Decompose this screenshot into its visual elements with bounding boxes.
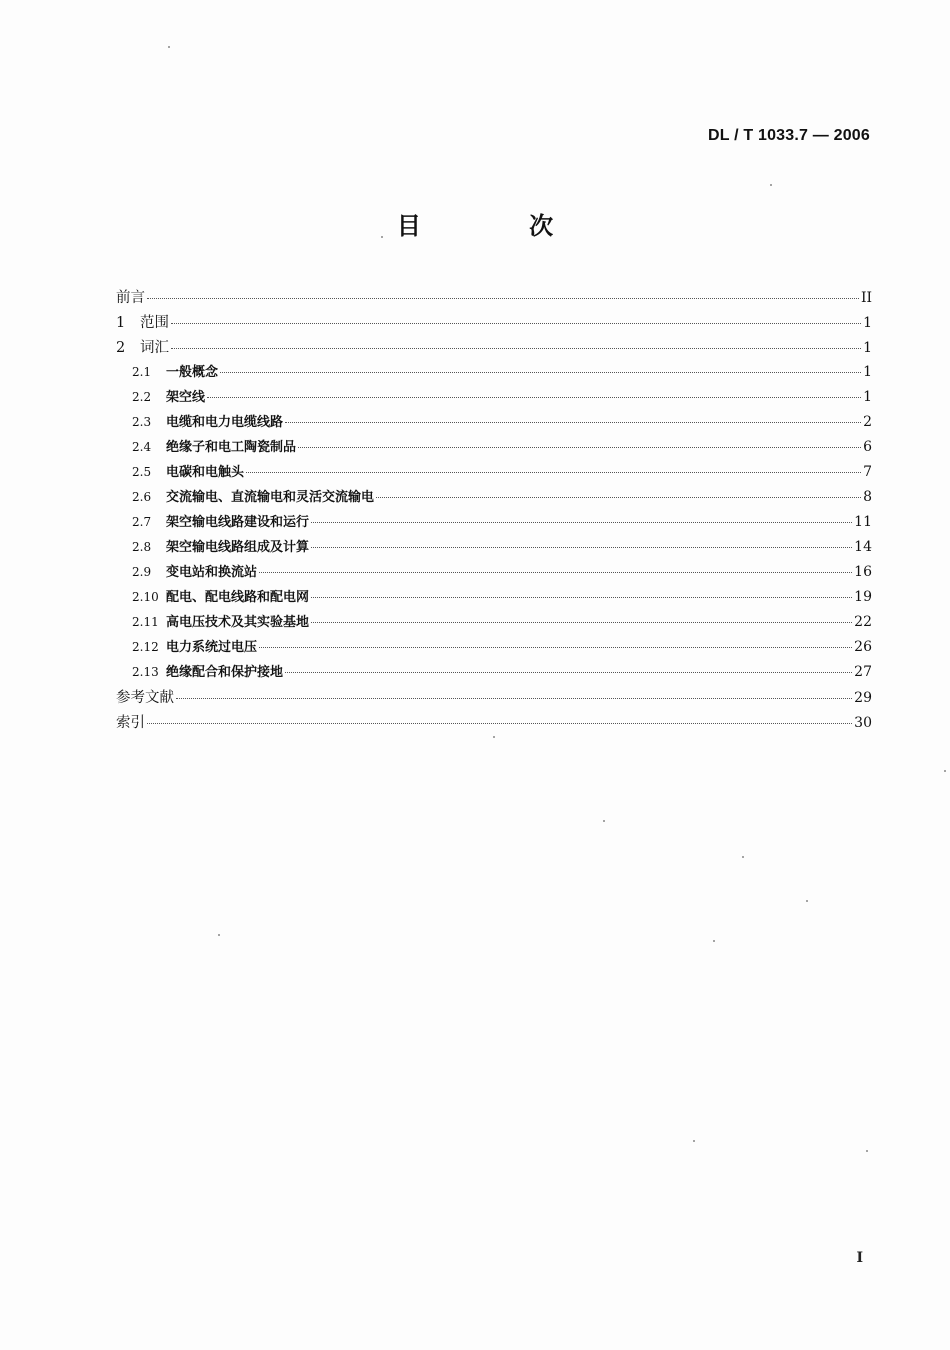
toc-entry[interactable] — [116, 611, 872, 636]
toc-entry-page: 1 — [863, 315, 872, 331]
toc-entry-page: 2 — [863, 414, 872, 430]
toc-title: 目 次 — [396, 212, 604, 240]
dot-leader — [246, 472, 861, 473]
toc-entry-page: 16 — [854, 564, 872, 580]
toc-entry[interactable] — [116, 661, 872, 686]
toc-entry-label: 索引 — [116, 715, 145, 731]
toc-entry[interactable] — [116, 361, 872, 386]
standard-code: DL / T 1033.7 — 2006 — [707, 127, 870, 144]
toc-entry-label: 词汇 — [140, 340, 169, 356]
dot-leader — [311, 547, 852, 548]
toc-entry-page: 22 — [854, 614, 872, 630]
toc-entry-number: 2.6 — [132, 490, 152, 504]
toc-entry-number: 2.1 — [132, 365, 152, 379]
toc-entry[interactable] — [116, 286, 872, 311]
toc-entry-label: 高电压技术及其实验基地 — [166, 615, 310, 630]
dot-leader — [298, 447, 861, 448]
toc-entry-number: 1 — [116, 315, 126, 331]
toc-entry[interactable] — [116, 586, 872, 611]
toc-entry[interactable] — [116, 461, 872, 486]
toc-entry[interactable] — [116, 336, 872, 361]
toc-entry-number: 2.9 — [132, 565, 152, 579]
toc-entry[interactable] — [116, 711, 872, 736]
toc-entry-number: 2.4 — [132, 440, 152, 454]
toc-entry-label: 交流输电、直流输电和灵活交流输电 — [166, 490, 375, 505]
toc-entry[interactable] — [116, 511, 872, 536]
scan-speck — [493, 736, 495, 738]
table-of-contents — [116, 286, 872, 736]
toc-entry-number: 2.8 — [132, 540, 152, 554]
scan-speck — [603, 820, 605, 822]
toc-entry-number: 2.7 — [132, 515, 152, 529]
dot-leader — [176, 698, 852, 699]
page-number: I — [856, 1250, 863, 1266]
toc-entry-page: II — [860, 290, 872, 306]
toc-entry-label: 配电、配电线路和配电网 — [166, 590, 310, 605]
toc-entry-page: 6 — [863, 439, 872, 455]
dot-leader — [171, 323, 861, 324]
scan-speck — [944, 770, 946, 772]
toc-entry-label: 电缆和电力电缆线路 — [166, 415, 284, 430]
scan-speck — [381, 236, 383, 238]
dot-leader — [207, 397, 861, 398]
dot-leader — [259, 647, 852, 648]
toc-entry-page: 14 — [854, 539, 872, 555]
dot-leader — [376, 497, 861, 498]
toc-entry-number: 2.3 — [132, 415, 152, 429]
scan-speck — [806, 900, 808, 902]
toc-entry-page: 30 — [854, 715, 872, 731]
dot-leader — [285, 672, 852, 673]
toc-entry-label: 绝缘配合和保护接地 — [166, 665, 284, 680]
toc-entry-page: 19 — [854, 589, 872, 605]
dot-leader — [259, 572, 852, 573]
toc-entry-page: 26 — [854, 639, 872, 655]
dot-leader — [285, 422, 861, 423]
toc-entry[interactable] — [116, 636, 872, 661]
scan-speck — [770, 184, 772, 186]
dot-leader — [220, 372, 861, 373]
toc-entry-page: 11 — [854, 514, 872, 530]
dot-leader — [311, 622, 852, 623]
toc-entry-label: 架空输电线路组成及计算 — [166, 540, 310, 555]
scan-speck — [693, 1140, 695, 1142]
toc-entry[interactable] — [116, 411, 872, 436]
toc-entry[interactable] — [116, 386, 872, 411]
toc-entry-label: 一般概念 — [166, 365, 219, 380]
toc-entry-number: 2 — [116, 340, 126, 356]
toc-entry-label: 前言 — [116, 290, 145, 306]
scan-speck — [713, 940, 715, 942]
toc-entry-number: 2.12 — [132, 640, 159, 654]
dot-leader — [147, 723, 852, 724]
toc-entry-label: 范围 — [140, 315, 169, 331]
toc-entry-label: 参考文献 — [116, 690, 174, 706]
toc-entry-page: 7 — [863, 464, 872, 480]
toc-entry-number: 2.5 — [132, 465, 152, 479]
dot-leader — [171, 348, 861, 349]
toc-entry-label: 架空线 — [166, 390, 206, 405]
toc-entry-page: 27 — [854, 664, 872, 680]
toc-entry-number: 2.11 — [132, 615, 159, 629]
toc-entry-page: 29 — [854, 690, 872, 706]
toc-entry[interactable] — [116, 311, 872, 336]
toc-entry-label: 绝缘子和电工陶瓷制品 — [166, 440, 297, 455]
toc-entry-number: 2.13 — [132, 665, 159, 679]
toc-entry[interactable] — [116, 486, 872, 511]
toc-entry-label: 架空输电线路建设和运行 — [166, 515, 310, 530]
toc-entry[interactable] — [116, 436, 872, 461]
scan-speck — [168, 46, 170, 48]
toc-entry[interactable] — [116, 536, 872, 561]
scan-speck — [742, 856, 744, 858]
toc-entry[interactable] — [116, 561, 872, 586]
toc-entry-number: 2.10 — [132, 590, 159, 604]
dot-leader — [311, 597, 852, 598]
dot-leader — [147, 298, 859, 299]
scan-speck — [866, 1150, 868, 1152]
scan-speck — [218, 934, 220, 936]
dot-leader — [311, 522, 852, 523]
toc-entry-label: 电力系统过电压 — [166, 640, 258, 655]
toc-entry-page: 1 — [863, 389, 872, 405]
toc-entry-page: 1 — [863, 364, 872, 380]
toc-entry-number: 2.2 — [132, 390, 152, 404]
toc-entry[interactable] — [116, 686, 872, 711]
toc-entry-label: 变电站和换流站 — [166, 565, 258, 580]
toc-entry-label: 电碳和电触头 — [166, 465, 245, 480]
toc-entry-page: 8 — [863, 489, 872, 505]
toc-entry-page: 1 — [863, 340, 872, 356]
